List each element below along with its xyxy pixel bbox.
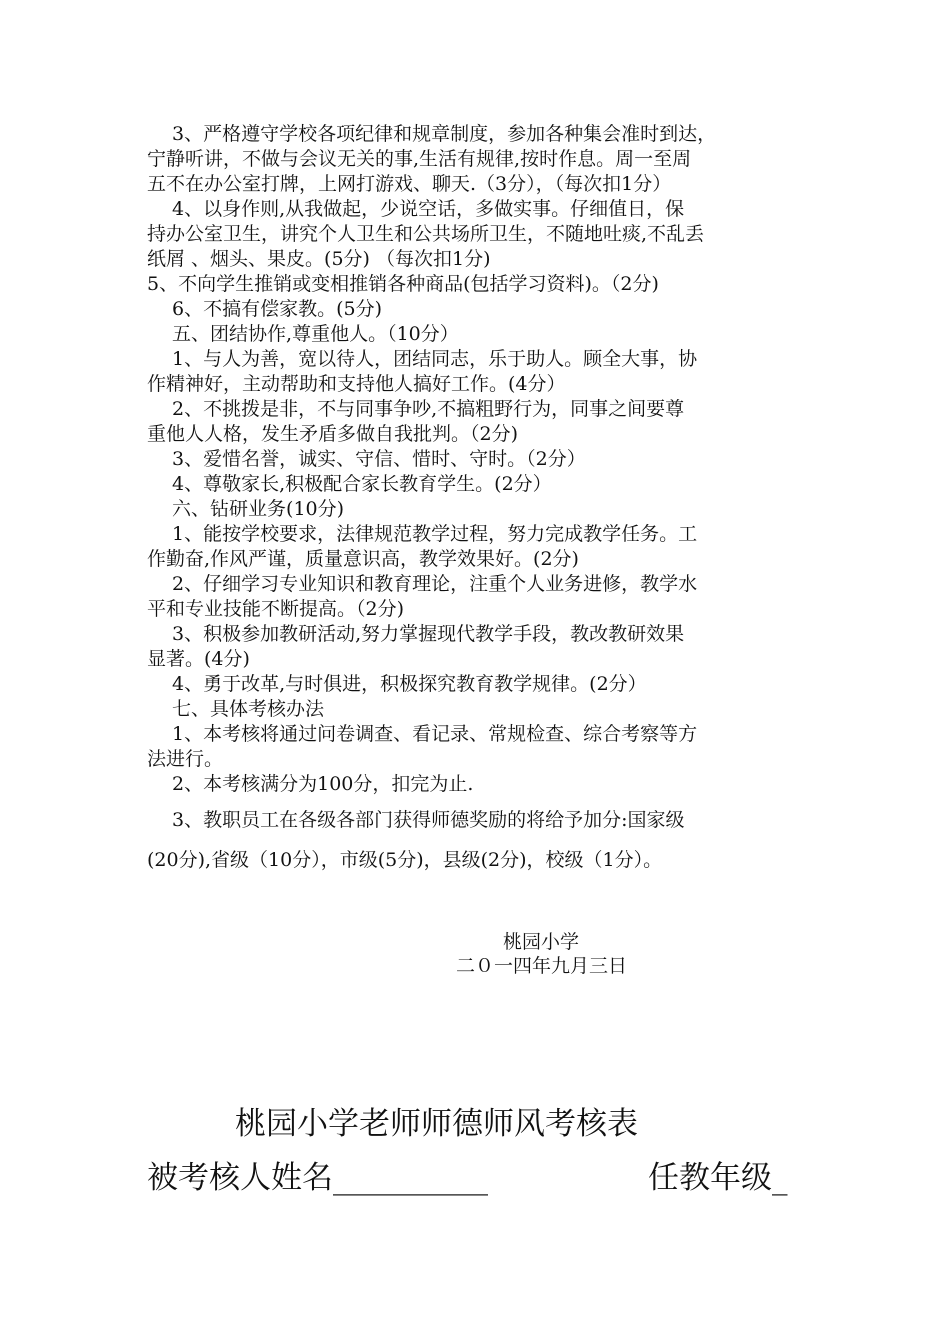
body-line: 1、与人为善，宽以待人，团结同志，乐于助人。顾全大事，协 bbox=[147, 348, 698, 370]
body-line: 6、不搞有偿家教。(5分) bbox=[147, 298, 383, 320]
body-line: 3、严格遵守学校各项纪律和规章制度，参加各种集会准时到达， bbox=[147, 123, 717, 145]
body-line: 3、积极参加教研活动,努力掌握现代教学手段，教改教研效果 bbox=[147, 623, 685, 645]
body-line: (20分),省级（10分），市级(5分)，县级(2分)，校级（1分）。 bbox=[147, 849, 663, 871]
body-line: 4、尊敬家长,积极配合家长教育学生。(2分） bbox=[147, 473, 552, 495]
body-line: 显著。(4分) bbox=[147, 648, 250, 670]
body-line: 六、钻研业务(10分) bbox=[147, 498, 345, 520]
body-line: 宁静听讲，不做与会议无关的事,生活有规律,按时作息。周一至周 bbox=[147, 148, 692, 170]
body-line: 平和专业技能不断提高。（2分) bbox=[147, 598, 405, 620]
body-line: 5、不向学生推销或变相推销各种商品(包括学习资料)。（2分) bbox=[147, 273, 659, 295]
body-line: 五不在办公室打牌，上网打游戏、聊天.（3分），（每次扣1分） bbox=[147, 173, 672, 195]
body-line: 2、本考核满分为100分，扣完为止. bbox=[147, 773, 474, 795]
body-line: 2、仔细学习专业知识和教育理论，注重个人业务进修，教学水 bbox=[147, 573, 698, 595]
body-line: 4、勇于改革,与时俱进，积极探究教育教学规律。(2分） bbox=[147, 673, 647, 695]
body-line: 3、教职员工在各级各部门获得师德奖励的将给予加分:国家级 bbox=[147, 809, 685, 831]
body-line: 1、本考核将通过问卷调查、看记录、常规检查、综合考察等方 bbox=[147, 723, 698, 745]
grade-field-label: 任教年级_ bbox=[648, 1160, 788, 1196]
body-line: 七、具体考核办法 bbox=[147, 698, 325, 720]
body-line: 作精神好，主动帮助和支持他人搞好工作。(4分） bbox=[147, 373, 566, 395]
body-line: 持办公室卫生，讲究个人卫生和公共场所卫生，不随地吐痰,不乱丢 bbox=[147, 223, 705, 245]
body-line: 作勤奋,作风严谨，质量意识高，教学效果好。(2分) bbox=[147, 548, 579, 570]
signature-date: 二０一四年九月三日 bbox=[456, 955, 628, 977]
body-line: 3、爱惜名誉，诚实、守信、惜时、守时。（2分） bbox=[147, 448, 586, 470]
body-line: 法进行。 bbox=[147, 748, 224, 770]
signature-school: 桃园小学 bbox=[503, 931, 580, 953]
body-line: 1、能按学校要求，法律规范教学过程，努力完成教学任务。工 bbox=[147, 523, 698, 545]
body-line: 重他人人格，发生矛盾多做自我批判。（2分) bbox=[147, 423, 519, 445]
name-field-label: 被考核人姓名__________ bbox=[147, 1160, 488, 1196]
body-line: 五、团结协作,尊重他人。（10分） bbox=[147, 323, 459, 345]
body-line: 4、以身作则,从我做起，少说空话，多做实事。仔细值日，保 bbox=[147, 198, 685, 220]
body-line: 2、不挑拨是非，不与同事争吵,不搞粗野行为，同事之间要尊 bbox=[147, 398, 685, 420]
body-line: 纸屑 、烟头、果皮。(5分) （每次扣1分) bbox=[147, 248, 491, 270]
form-title: 桃园小学老师师德师风考核表 bbox=[235, 1106, 638, 1142]
